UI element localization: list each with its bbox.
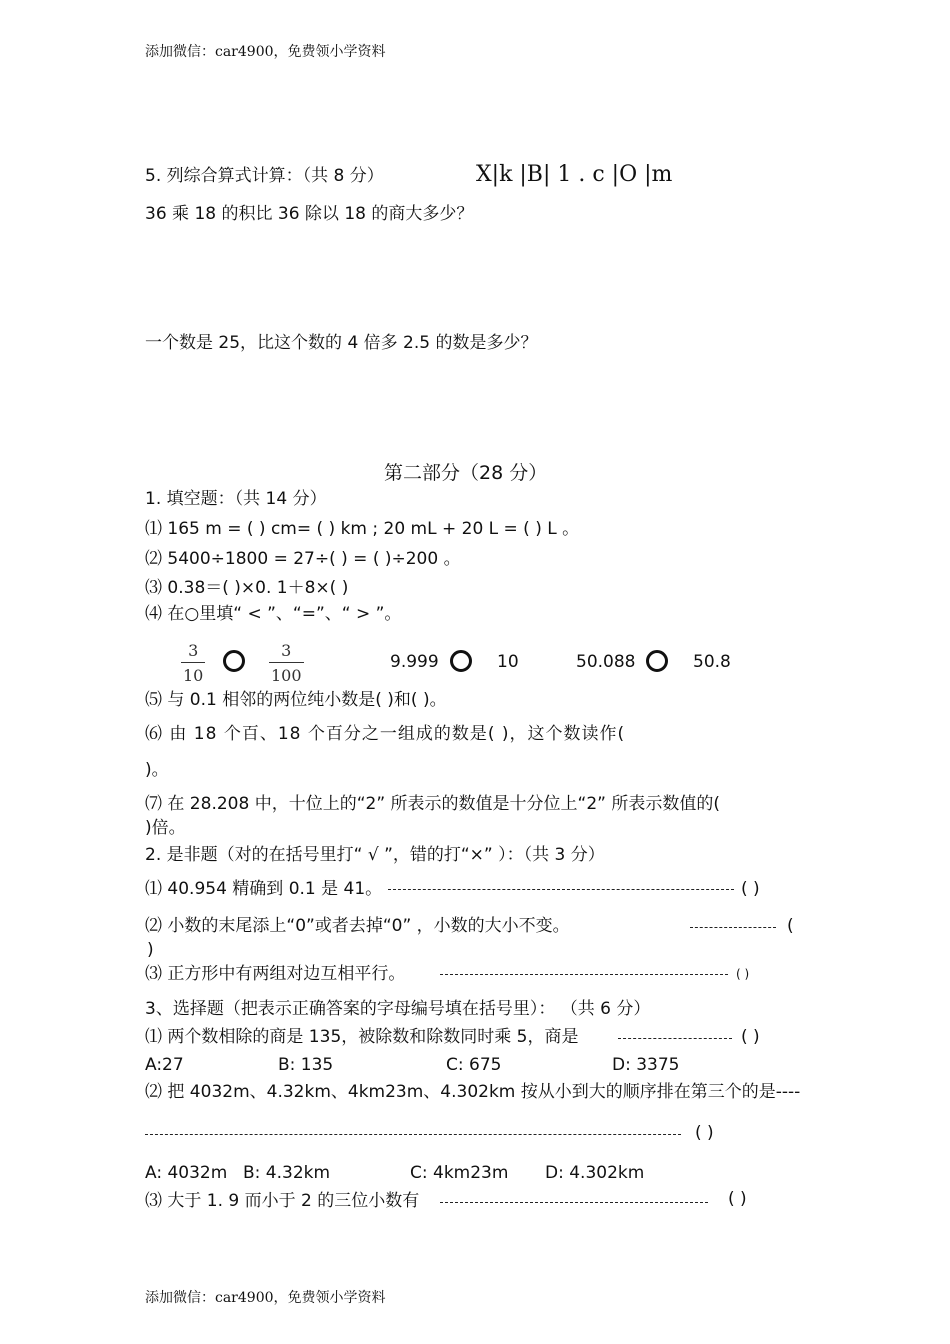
page-header: 添加微信：car4900，免费领小学资料 [145,44,386,60]
leader-line [440,974,728,975]
choice-q1-option-b: B: 135 [278,1055,334,1075]
choice-q2-option-c: C: 4km23m [410,1163,509,1183]
q5-item-1: 36 乘 18 的积比 36 除以 18 的商大多少？ [145,204,474,224]
fill-q2: ⑵ 5400÷1800 = 27÷( ) = ( )÷200 。 [145,549,461,569]
judge-q3-answer: ( ) [736,967,750,981]
compare-circle-icon [646,650,668,672]
leader-line [145,1134,681,1135]
judge-q3: ⑶ 正方形中有两组对边互相平行。 [145,964,406,984]
fill-q3: ⑶ 0.38＝( )×0. 1＋8×( ) [145,578,349,598]
fraction-numerator: 3 [188,641,199,660]
watermark-text: X|k |B| 1 . c |O |m [476,162,673,187]
leader-line [388,889,734,890]
leader-line [440,1202,708,1203]
judge-title: 2. 是非题（对的在括号里打“ √ ”，错的打“×” ）：（共 3 分） [145,845,605,865]
leader-line [618,1038,732,1039]
compare-b-left: 50.088 [576,652,636,672]
page-footer: 添加微信：car4900，免费领小学资料 [145,1290,386,1306]
fill-q5: ⑸ 与 0.1 相邻的两位纯小数是( )和( )。 [145,690,447,710]
judge-q2-answer-open: ( [787,916,794,936]
fraction-3-100 [269,641,304,685]
compare-b-right: 50.8 [693,652,731,672]
q5-title: 5. 列综合算式计算：（共 8 分） [145,166,384,186]
choice-q2-option-a: A: 4032m [145,1163,228,1183]
choice-q2-answer: ( ) [695,1123,714,1143]
fill-q4: ⑷ 在○里填“ < ”、“=”、“ > ”。 [145,604,402,624]
fraction-numerator: 3 [281,641,292,660]
choice-q1-answer: ( ) [741,1027,760,1047]
judge-q1: ⑴ 40.954 精确到 0.1 是 41。 [145,879,383,899]
fill-q7-line2: )倍。 [145,818,186,838]
choice-q2-option-d: D: 4.302km [545,1163,645,1183]
choice-q3-answer: ( ) [728,1189,747,1209]
judge-q2: ⑵ 小数的末尾添上“0”或者去掉“0” ，小数的大小不变。 [145,916,570,936]
compare-a-left: 9.999 [390,652,439,672]
choice-q1: ⑴ 两个数相除的商是 135，被除数和除数同时乘 5，商是 [145,1027,579,1047]
choice-q1-option-c: C: 675 [446,1055,502,1075]
fill-q6-line1: ⑹ 由 18 个百、18 个百分之一组成的数是( )，这个数读作( [145,724,626,744]
compare-circle-icon [450,650,472,672]
choice-q2-option-b: B: 4.32km [243,1163,331,1183]
judge-q2-answer-close: ) [147,940,154,960]
fraction-denominator: 100 [269,662,304,685]
judge-q1-answer: ( ) [741,879,760,899]
part2-title: 第二部分（28 分） [384,462,548,484]
fill-q7-line1: ⑺ 在 28.208 中，十位上的“2” 所表示的数值是十分位上“2” 所表示数值的( [145,794,720,814]
choice-q1-option-a: A:27 [145,1055,184,1075]
compare-circle-icon [223,650,245,672]
q5-item-2: 一个数是 25，比这个数的 4 倍多 2.5 的数是多少？ [145,333,538,353]
choice-q1-option-d: D: 3375 [612,1055,680,1075]
fill-q6-line2: )。 [145,760,169,780]
fill-q1: ⑴ 165 m = ( ) cm= ( ) km ; 20 mL + 20 L = ( ) L 。 [145,519,580,539]
leader-line [690,927,776,928]
fill-title: 1. 填空题：（共 14 分） [145,489,327,509]
choice-title: 3、选择题（把表示正确答案的字母编号填在括号里）： （共 6 分） [145,999,651,1019]
choice-q3: ⑶ 大于 1. 9 而小于 2 的三位小数有 [145,1191,420,1211]
choice-q2: ⑵ 把 4032m、4.32km、4km23m、4.302km 按从小到大的顺序排在第三个的是---- [145,1082,801,1102]
fraction-3-10 [181,641,205,685]
compare-a-right: 10 [497,652,519,672]
fraction-denominator: 10 [181,662,205,685]
